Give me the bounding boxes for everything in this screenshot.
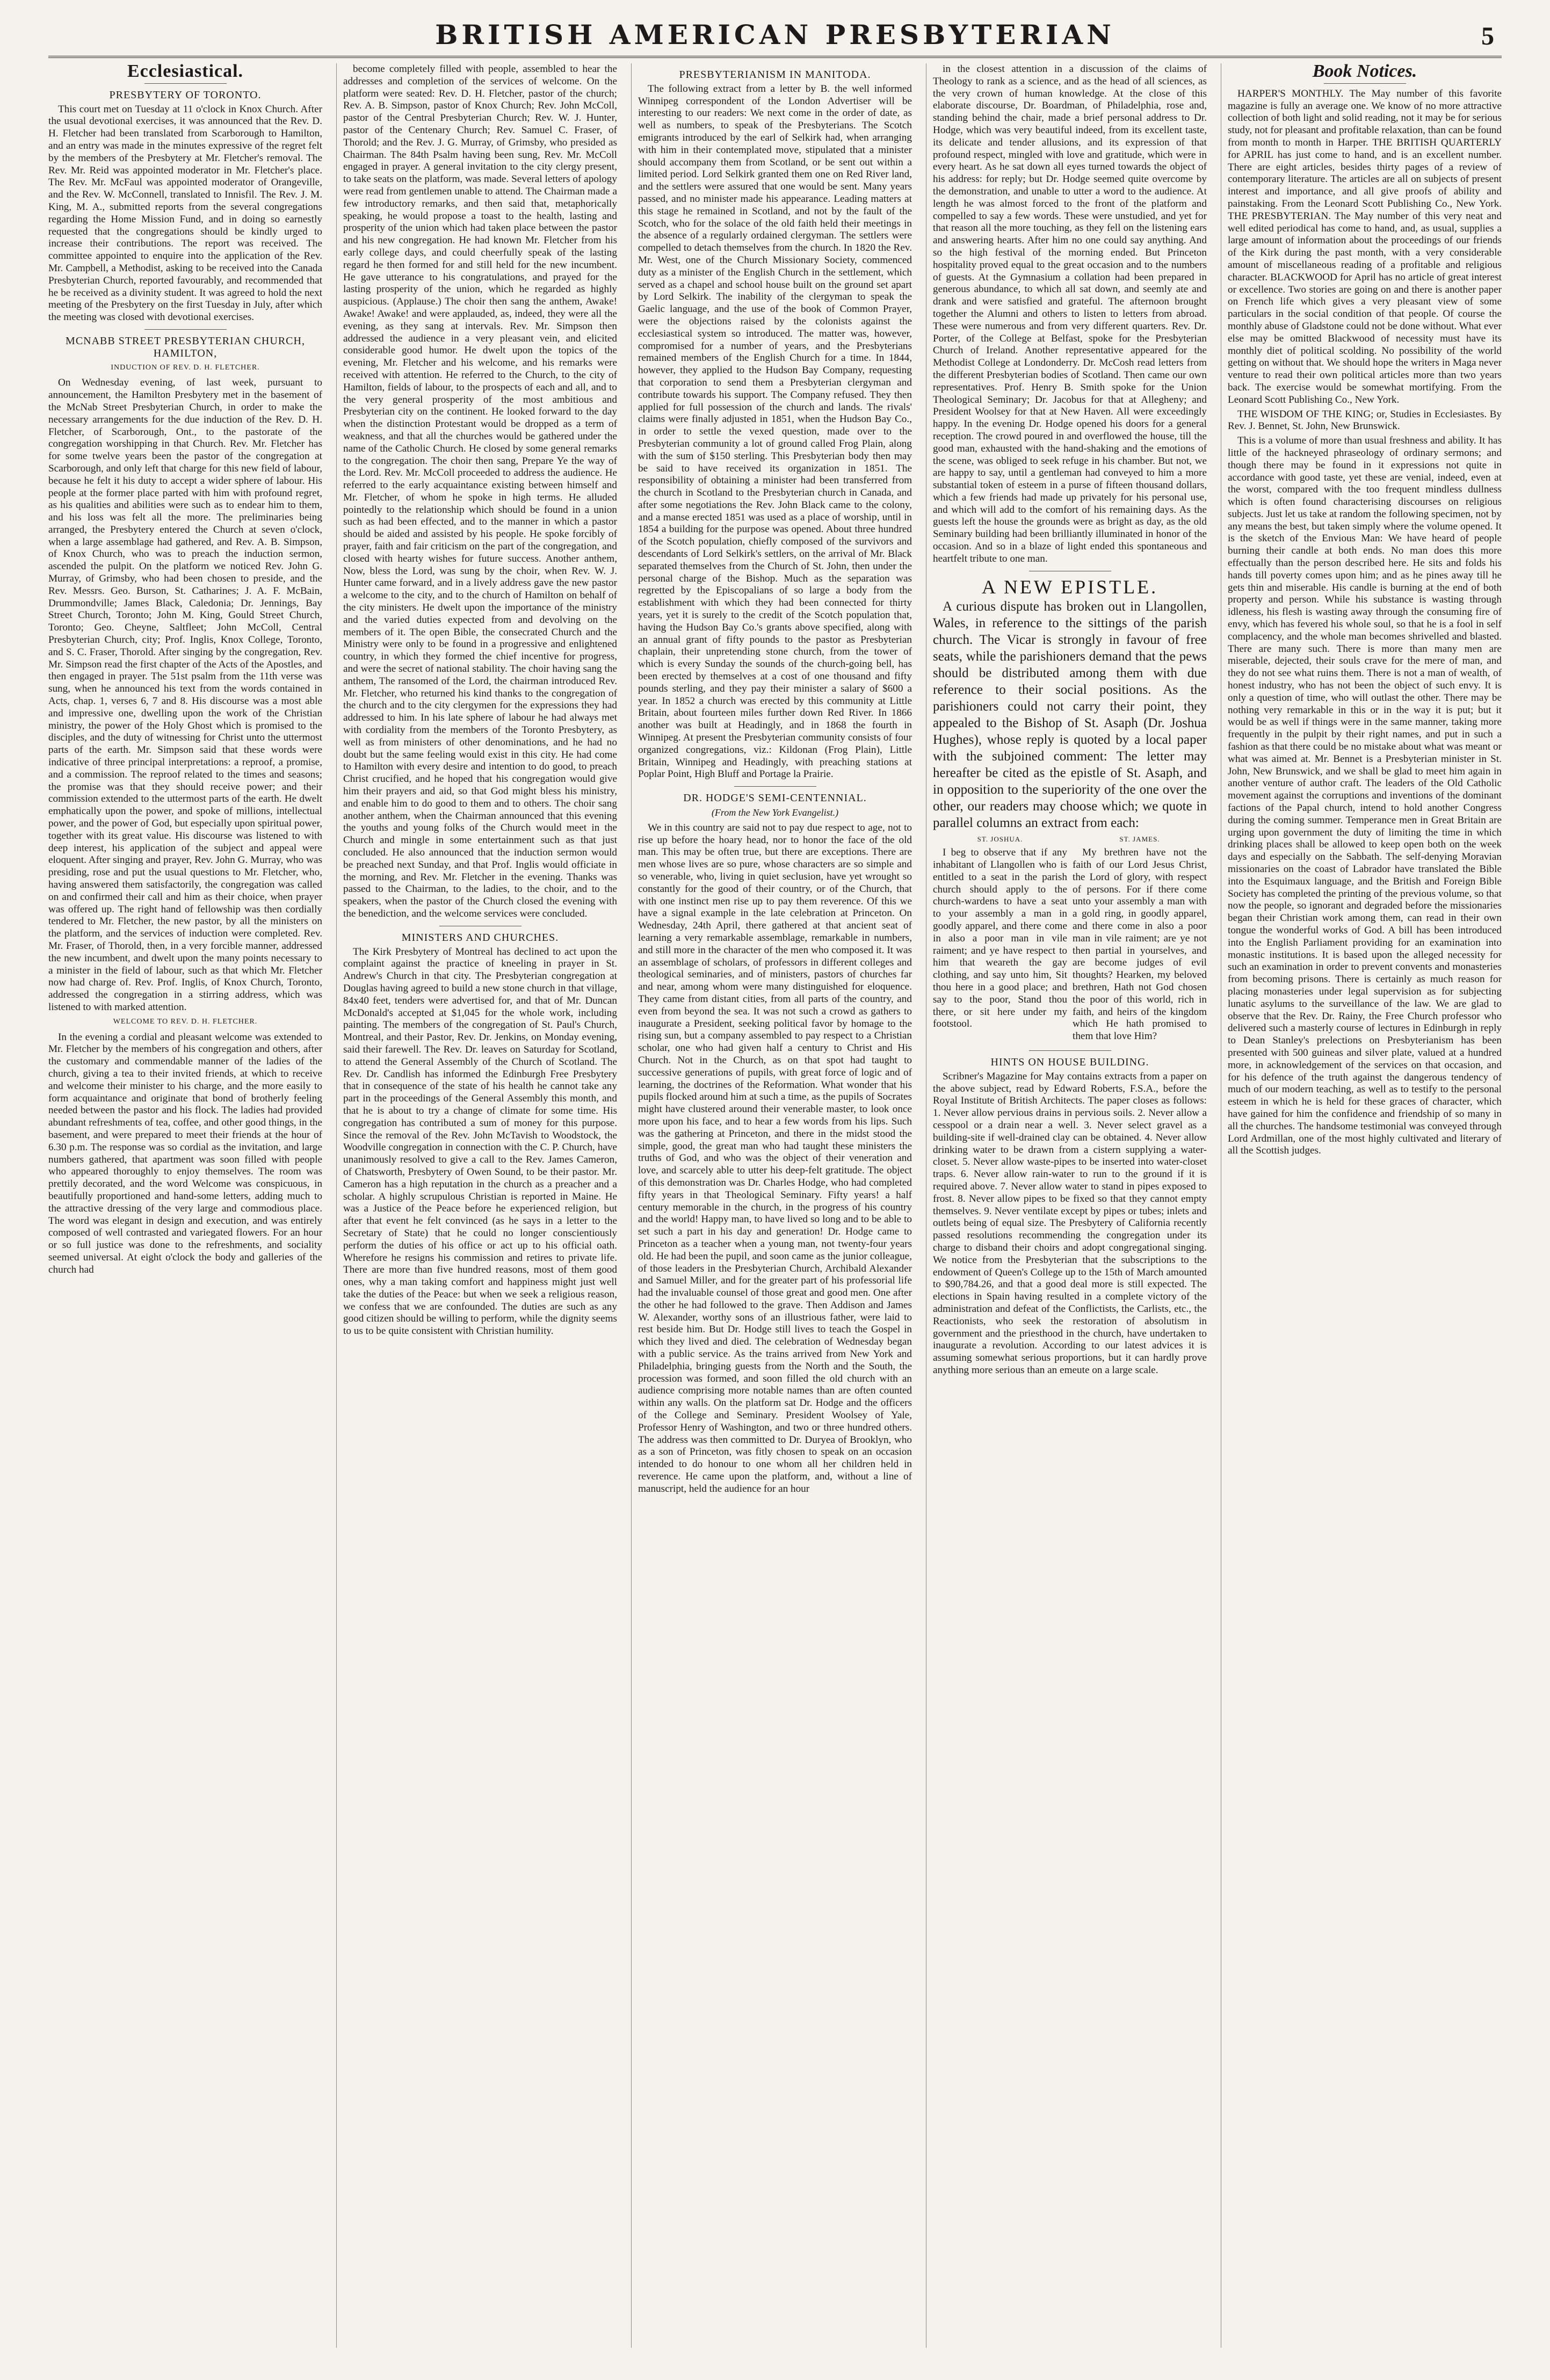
- article-title-hints: HINTS ON HOUSE BUILDING.: [990, 1056, 1149, 1069]
- article-body-epistle: A curious dispute has broken out in Llangollen, Wales, in reference to the sittings of the parish church. The Vicar is strongly in favour of free seats, while the parishioners demand that the pews should be distributed among them with due reference to their social positions. As the parishioners could not carry their point, they appealed to the Bishop of St. Asaph (Dr. Joshua Hughes), whose reply is quoted by a local paper with the subjoined comment: The letter may hereafter be cited as the epistle of St. Asaph, and in opposition to the superiority of the one over the other, our readers may choose which; we quote in parallel columns an extract from each:: [933, 599, 1207, 831]
- article-title-hodge: DR. HODGE'S SEMI-CENTENNIAL.: [683, 792, 867, 804]
- article-title-hamilton: MCNABB STREET PRESBYTERIAN CHURCH, HAMILTON,: [66, 335, 305, 359]
- divider: [734, 786, 816, 787]
- masthead: [48, 18, 1502, 50]
- article-body-hodge: We in this country are said not to pay due respect to age, not to rise up before the hoary head, nor to honor the face of the old man. This may be often true, but there are exceptions. There are men whose lives are so pure, whose characters are so simple and so venerable, who, living in quiet seclusion, have yet wrought so constantly for the good of their country, or of the Church, that with one instinct men rise up to pay them reverence. Of this we have a signal example in the late celebration at Princeton. On Wednesday, 24th April, there gathered at that ancient seat of learning a very remarkable assemblage, remarkable in numbers, and still more in the character of the men who composed it. It was an assemblage of scholars, of professors in different colleges and theological seminaries, and of ministers, pastors of churches far and near, among whom were many distinguished for eloquence. They came from distant cities, from all parts of the country, and even from beyond the sea. It was not such a crowd as gathers to inaugurate a President, seeking political favor by homage to the rising sun, but a company assembled to pay respect to a Christian scholar, one who had given half a century to Christ and His Church. Not in the Church, as on that spot had taught to successive generations of pupils, with great force of logic and of learning, the doctrines of the Reformation. What wonder that his pupils flocked around him at such a time, as the pupils of Socrates might have clustered around their venerable master, to look once more upon his face, and to hear a few words from his lips. Such was the gathering at Princeton, and there in the midst stood the simple, good, the great man who had taught these ministers the truths of God, and who was the object of their veneration and love, and scarcely able to utter his deep-felt gratitude. The object of this demonstration was Dr. Charles Hodge, who had completed fifty years in that Theological Seminary. Fifty years! a half century memorable in the church, in the progress of his country and the world! Happy man, to have lived so long and to be able to set such a part in his day and generation! Dr. Hodge came to Princeton as a teacher when a young man, not twenty-four years old. He had been the pupil, and soon came as the junior colleague, of those leaders in the Presbyterian Church, Archibald Alexander and Samuel Miller, and for the greater part of his professorial life had the invaluable counsel of those great and good men. One after the other he had followed to the grave. Then Addison and James W. Alexander, worthy sons of an illustrious father, were laid to rest beside him. But Dr. Hodge still lives to teach the Gospel in which they lived and died. The celebration of Wednesday began with a public service. As the trains arrived from New York and Philadelphia, bringing guests from the North and the South, the procession was formed, and soon filled the old church with an audience comprising more notable names than are often counted within any walls. On the platform sat Dr. Hodge and the officers of the College and Seminary. President Woolsey of Yale, Professor Henry of Washington, and two or three hundred others. The address was then committed to Dr. Duryea of Brooklyn, who as a son of Princeton, was fitly chosen to speak on an occasion intended to do honour to one whom all her children held in reverence. He came upon the platform, and, without a line of manuscript, held the audience for an hour: [638, 822, 912, 1494]
- article-body-welcome-continued: become completely filled with people, assembled to hear the addresses and completion of the services of welcome. On the platform were seated: Rev. D. H. Fletcher, pastor of the church; Rev. A. B. Simpson, pastor of Knox Church; Rev. John McColl, pastor of the Central Presbyterian Church; Rev. W. J. Hunter, pastor of the Centenary Church; Rev. Samuel C. Fraser, of Thorold; and the Rev. J. G. Murray, of Grimsby, who presided as Chairman. The 84th Psalm having been sung, Rev. Mr. McColl engaged in prayer. A general invitation to the city clergy present, to take seats on the platform, was made. Several letters of apology were read from gentlemen unable to attend. The Chairman made a few introductory remarks, and then said that, metaphorically speaking, he would propose a toast to the health, lasting and prosperity of the union which had taken place between the pastor and his new congregation. He had known Mr. Fletcher from his early college days, and could cheerfully speak of the lasting regard he then formed for and still held for the new incumbent. He gave utterance to his congratulations, and prayed for the lasting prosperity of the union, which he regarded as highly auspicious. (Applause.) The choir then sang the anthem, Awake! Awake! Awake! and were applauded, as, indeed, they were all the evening, as they sang at intervals. Rev. Mr. Simpson then addressed the audience in a very pleasant vein, and elicited considerable good humor. He dwelt upon the topics of the evening, Mr. Fletcher and his welcome, and his remarks were received with attention. He referred to the Church, to the city of Hamilton, fields of labour, to the prospects of each and all, and to the very general prosperity of the most ambitious and Presbyterian city on the continent. He looked forward to the day when the distinction Protestant would be dropped as a term of weakness, and that all the churches would be gathered under the name of the Catholic Church. He closed by some general remarks to the congregation. The choir then sang, Prepare Ye the way of the Lord. Rev. Mr. McColl proceeded to address the audience. He referred to the early acquaintance existing between himself and Mr. Fletcher, of whom he spoke in high terms. He alluded pointedly to the relationship which should be found in a union such as had been effected, and to the manner in which a pastor should be aided and assisted by his people. He spoke forcibly of prayer, faith and fair criticism on the part of the congregation, and closed with hearty wishes for future success. Another anthem, Now, bless the Lord, was sung by the choir, when Rev. W. J. Hunter came forward, and in a lively address gave the new pastor a welcome to the city, and to the church of Hamilton on behalf of the city ministers. He dwelt upon the importance of the ministry and the varied duties expected from and devolving on the members of it. The open Bible, the consecrated Church and the Ministry were only to be found in a progressive and enlightened country, in which they formed the chief incentive for progress, and were the secret of national stability. The choir having sang the anthem, The ransomed of the Lord, the chairman introduced Rev. Mr. Fletcher, who returned his kind thanks to the congregation of the church and to the city clergymen for the expressions they had addressed to him. In his late sphere of labour he had always met with cordiality from the members of the Toronto Presbytery, as well as from ministers of other denominations, and he had no doubt but the same feeling would exist in this city. He had come to Hamilton with every desire and intention to do good, to preach Christ crucified, and he hoped that his congregation would give him their prayers and aid, so that God might bless his ministry, and enable him to do good to them and to others. The choir sang another anthem, when the Chairman announced that this evening the youths and young folks of the Church would meet in the Church and mingle in some entertainment such as that just concluded. He also announced that the induction sermon would be preached next Sunday, and that Prof. Inglis would officiate in the morning, and Rev. Mr. Fletcher in the evening. Thanks was passed to the Chairman, to the ladies, to the choir, and to the speakers, when the pastor of the Church closed the evening with the benediction, and the welcome services were concluded.: [343, 63, 617, 919]
- parallel-left-body: I beg to observe that if any inhabitant of Llangollen who is entitled to a seat in the parish church should apply to the church-wardens to have a seat to your assembly a man in goodly apparel, and there come in also a poor man in vile raiment; and ye have respect to him that weareth the gay clothing, and say unto him, Sit thou here in a good place; and say to the poor, Stand thou there, or sit here under my footstool.: [933, 847, 1067, 1030]
- parallel-columns: [933, 833, 1207, 1045]
- article-source-hodge: (From the New York Evangelist.): [711, 807, 839, 818]
- article-title-ministers: MINISTERS AND CHURCHES.: [401, 931, 559, 944]
- article-body-ministers: The Kirk Presbytery of Montreal has declined to act upon the complaint against the practice of kneeling in prayer in St. Andrew's Church in that city. The Presbyterian congregation at Douglas having agreed to build a new stone church in that village, 84x40 feet, tenders were advertised for, and that of Mr. Duncan McDonald's accepted at $1,045 for the whole work, including painting. The members of the congregation of St. Paul's Church, Montreal, and their Pastor, Rev. Dr. Jenkins, on Monday evening, said their farewell. The Rev. Dr. leaves on Saturday for Scotland, to attend the General Assembly of the Church of Scotland. The Rev. Dr. Candlish has informed the Edinburgh Free Presbytery that in consequence of the state of his health he cannot take any part in the proceedings of the General Assembly this month, and that he is about to try a change of climate for some time. His congregation has contributed a sum of money for this purpose. Since the removal of the Rev. John McTavish to Woodstock, the Woodville congregation in connection with the C. P. Church, have unanimously resolved to give a call to the Rev. James Cameron, of Chatsworth, Presbytery of Owen Sound, to be their pastor. Mr. Cameron has a high reputation in the church as a preacher and a scholar. A highly scrupulous Christian is reported in Maine. He was a Justice of the Peace before he experienced religion, but after that event he felt convinced (as he says in a letter to the Secretary of State) that he could no longer conscientiously perform the duties of his office or act up to his official oath. Wherefore he resigns his commission and retires to private life. There are more than five hundred reasons, most of them good ones, why a man taking comfort and happiness might just well take the duties of the Peace: but when we seek a religious reason, we confess that we are confounded. The duties are such as any good citizen should be willing to perform, while the dignity seems to us to be quite consistent with Christian humility.: [343, 946, 617, 1337]
- parallel-left-label: ST. JOSHUA.: [977, 835, 1023, 844]
- article-body-toronto: This court met on Tuesday at 11 o'clock in Knox Church. After the usual devotional exercises, it was announced that the Rev. D. H. Fletcher had been translated from Scarborough to Hamilton, and an entry was made in the minutes expressive of the regret felt by the members of the Presbytery at Mr. Fletcher's removal. The Rev. Mr. Reid was appointed moderator in Mr. Fletcher's place. The Rev. Mr. McFaul was appointed moderator of Orangeville, and the Rev. W. McConnell, translated to Innisfil. The Rev. J. M. King, M. A., submitted reports from the several congregations regarding the Home Mission Fund, and in doing so earnestly requested that the congregations should be kindly urged to increase their contributions. The report was received. The committee appointed to enquire into the application of the Rev. Mr. Campbell, a Methodist, asking to be received into the Canada Presbyterian Church, reported favourably, and recommended that he be received as a divinity student. It was agreed to hold the next meeting of the Presbytery on the first Tuesday in July, after which the meeting was closed with devotional exercises.: [48, 103, 322, 323]
- divider: [1029, 1050, 1111, 1051]
- article-title-toronto: PRESBYTERY OF TORONTO.: [109, 89, 262, 101]
- wisdom-review-body: This is a volume of more than usual freshness and ability. It has little of the hackneyed phraseology of ordinary sermons; and though there may be found in it expressions not quite in accordance with good taste, yet these are venial, indeed, even at the worst, compared with the too frequent mindless dullness which is often found characterising discourses on religious subjects. Just let us take at random the following specimen, not by any means the best, but taken simply where the volume opened. It is the sketch of the Envious Man: We have heard of people burning their candle at both ends. No man does this more effectually than the person described here. He sits and folds his hands till poverty comes upon him; and as he pines away till he gets thin and miserable. His candle is burning at the end of both property and person. While his substance is wasting through idleness, his flesh is wasting away through the consuming fire of envy, which has fevered his whole soul, so that he is a fool in self complacency, and the whole man becomes shrivelled and blasted. There are many such. There is more than many men are miserable, dejected, their souls crave for the mere of man, and they do not see what ruins them. There is not a man of wealth, of honest industry, who has not been the object of such envy. It is only a question of time, who will outlast the other. There may be nothing very remarkable in this or in the way it is put; but it would be as well if things were in the same manner, taking more frequently in the pulpit by their right names, and put in such a fashion as that there could be no mistake about what was meant or what was aimed at. Mr. Bennet is a Presbyterian minister in St. John, New Brunswick, and we shall be glad to meet him again in another venture of author craft. The leaders of the Old Catholic movement against the corruptions and inventions of the dominant factions of the Papal church, intend to hold another Congress during the coming summer. Temperance men in Great Britain are urging upon government the duty of limiting the time in which drinking places shall be allowed to keep open both on the week days and especially on the Sabbath. The self-denying Moravian missionaries on the coast of Labrador have translated the Bible into the Esquimaux language, and the British and Foreign Bible Society has completed the printing of the previous volume, so that now the people, so ignorant and degraded before the missionaries began their Christian work among them, can read in their own tongue the wonderful works of God. A bill has been introduced into the English Parliament providing for an examination into monastic institutions. It is based upon the alleged necessity for such an examination in order to prevent convents and monasteries from becoming prisons. There is certainly as much reason for placing monasteries under legal supervision as for subjecting lunatic asylums to the surveillance of the law. We are glad to observe that the Rev. Dr. Rainy, the Free Church professor who delivered such a masterly course of lectures in Edinburgh in reply to Dean Stanley's prelections on Presbyterianism has been presented with 500 guineas and silver plate, valued at a hundred more, in acknowledgement of the services on that occasion, and for his defence of the truth against the dangerous tendency of much of our modern teaching, as well as to testify to the personal esteem in which he is held for these graces of character, which have gained for him the confidence and friendship of so many in all the churches. The handsome testimonial was conveyed through Lord Ardmillan, one of the most highly cultivated and literary of all the Scottish judges.: [1228, 435, 1502, 1157]
- article-title-epistle: A NEW EPISTLE.: [981, 576, 1158, 598]
- article-subtitle-welcome: WELCOME TO REV. D. H. FLETCHER.: [113, 1017, 258, 1026]
- column-3: [631, 63, 912, 2348]
- parallel-left: [933, 833, 1067, 1045]
- section-head-book-notices: Book Notices.: [1312, 63, 1417, 81]
- article-subtitle-induction: INDUCTION OF REV. D. H. FLETCHER.: [111, 363, 260, 372]
- masthead-rule: [48, 56, 1502, 58]
- column-5: [1221, 63, 1502, 2348]
- article-body-hamilton: On Wednesday evening, of last week, pursuant to announcement, the Hamilton Presbytery met in the basement of the McNab Street Presbyterian Church, in order to make the necessary arrangements for the due induction of the Rev. D. H. Fletcher, of Scarborough, Ont., to the pastorate of the congregation worshipping in that Church. Rev. Mr. Fletcher has for some twelve years been the pastor of the congregation at Scarborough, and only left that charge for this new field of labour, because he felt it his duty to accept a wider sphere of labour. His people at the former place parted with him with profound regret, as his qualities and abilities were such as to endear him to them, and his loss was felt all the more. The preliminaries being arranged, the Presbytery entered the Church at seven o'clock, when a large assemblage had gathered, and Rev. A. B. Simpson, of Knox Church, who was to preach the induction sermon, ascended the pulpit. On the platform we noticed Rev. John G. Murray, of Grimsby, who had been chosen to preside, and the Rev. Messrs. Geo. Burson, St. Catharines; J. A. F. McBain, Drummondville; James Black, Caledonia; Dr. Jennings, Bay Street Church, Toronto; John M. King, Gould Street Church, Toronto; Geo. Cheyne, Saltfleet; John McColl, Central Presbyterian Church, city; Prof. Inglis, Knox College, Toronto, and S. C. Fraser, Thorold. After singing by the congregation, Rev. Mr. Simpson read the first chapter of the Acts of the Apostles, and then engaged in prayer. The 51st psalm from the 11th verse was sung, when he announced his text from the words contained in Acts, chap. 1, verses 6, 7 and 8. His discourse was a most able and impressive one, dwelling upon the work of the Christian ministry, the power of the Holy Ghost which is promised to the disciples, and the duty of witnessing for Christ unto the uttermost parts of the earth. Mr. Simpson said that these words were indicative of three principal interpretations: a reproof, a promise, and a commission. The reproof related to the times and seasons; the promise was that they should receive power; and their commission extended to the uttermost parts of the earth. He dwelt emphatically upon the power, and spoke of millions, intellectual power, and the power of God, but especially upon spiritual power, together with its great value. His discourse was listened to with deep interest, his application of the subject and appeal were eloquent. After singing and prayer, Rev. John G. Murray, who was presiding, rose and put the usual questions to Mr. Fletcher, who, having answered them satisfactorily, the congregation was called on and confirmed their call and him as their choice, when prayer was offered up. The right hand of fellowship was then cordially tendered to Mr. Fletcher, the new pastor, by all the ministers on the platform, and the services of induction were completed. Rev. Mr. Fraser, of Thorold, then, in a very forcible manner, addressed the new incumbent, and dwelt upon the many points necessary to a minister in the field of labour, such as that which Mr. Fletcher now had charge of. Rev. Prof. Inglis, of Knox Church, Toronto, addressed the congregation in a stirring address, which was listened to with marked attention.: [48, 377, 322, 1013]
- divider: [144, 329, 227, 330]
- article-body-manitoba: The following extract from a letter by B. the well informed Winnipeg correspondent of the London Advertiser will be interesting to our readers: We next come in the order of date, as well as numbers, to speak of the Presbyterians. The Scotch emigrants introduced by the earl of Selkirk had, when arranging with him in their contemplated move, stipulated that a minister should accompany them from Scotland, or be sent out within a limited period. Lord Selkirk granted them one on Red River land, and the settlers were assured that one would be sent. Many years passed, and no minister made his appearance. Leading matters at this stage he remained in Scotland, and not by the fault of the Scotch, who for the solace of the old faith held their meetings in the absence of a regularly ordained clergyman. The settlers were compelled to detach themselves from the church. In 1820 the Rev. Mr. West, one of the Church Missionary Society, commenced duty as a minister of the English Church in the settlement, which served as a chapel and school house built on the ground set apart by Lord Selkirk. The inability of the clergyman to speak the Gaelic language, and the use of the book of Common Prayer, were the objections raised by the colonists against the ecclesiastical system so introduced. The matter was, however, compromised for a number of years, and the Presbyterians remained members of the English Church for a time. In 1844, however, they applied to the Hudson Bay Company, requesting that corporation to send them a Presbyterian clergyman and contribute towards his support. The Company refused. They then applied for full possession of the church and lands. The rivals' claims were finally adjusted in 1851, when the Hudson Bay Co., in order to settle the vexed question, made over to the Presbyterian community a lot of ground called Frog Plain, along with the sum of $150 sterling. This Presbyterian body then may be said to have received its organization in 1851. The responsibility of obtaining a minister had been transferred from the church in Scotland to the Presbyterian church in Canada, and after some negotiations the Rev. John Black came to the colony, and a manse erected 1851 was used as a place of worship, until in 1854 a building for the purpose was opened. About three hundred of the Scotch population, chiefly composed of the survivors and descendants of Lord Selkirk's settlers, on the arrival of Mr. Black separated themselves from the Church of St. John, then under the personal charge of the Bishop. Much as the separation was regretted by the Episcopalians of so large a body from the establishment with which they had been connected for thirty years, yet it is surely to the credit of the Scotch population that, having the Hudson Bay Co.'s grants above specified, along with an annual grant of fifty pounds to the pastor as Presbyterian chaplain, their unpretending stone church, from the tower of which is every Sunday the sounds of the church-going bell, has been erected by themselves at a cost of one thousand and fifty pounds sterling, and they pay their minister a salary of $600 a year. In 1852 a church was erected by this community at Little Britain, about fourteen miles further down Red River. In 1866 another was built at Headingly, and in 1868 the fourth in Winnipeg. At present the Presbyterian community consists of four organized congregations, viz.: Kildonan (Frog Plain), Little Britain, Winnipeg and Headingly, with preaching stations at Poplar Point, High Bluff and Portage la Prairie.: [638, 83, 912, 780]
- parallel-right: [1073, 833, 1207, 1045]
- parallel-right-body: My brethren have not the faith of our Lord Jesus Christ, the Lord of glory, with respect of persons. For if there come unto your assembly a man with a gold ring, in goodly apparel, and there come in also a poor man in vile raiment; are ye not then partial in yourselves, and are become judges of evil thoughts? Hearken, my beloved brethren, Hath not God chosen the poor of this world, rich in faith, and heirs of the kingdom which He hath promised to them that love Him?: [1073, 847, 1207, 1042]
- article-body-hints: Scribner's Magazine for May contains extracts from a paper on the above subject, read by Edward Roberts, F.S.A., before the Royal Institute of British Architects. The paper closes as follows: 1. Never allow pervious drains in pervious soils. 2. Never allow a cesspool or a drain near a well. 3. Never select gravel as a building-site if well-drained clay can be obtained. 4. Never allow drinking water to be drawn from a cistern supplying a water-closet. 5. Never allow waste-pipes to be inserted into water-closet traps. 6. Never allow rain-water to run to the ground if it is required above. 7. Never allow water to stand in pipes exposed to frost. 8. Never allow pipes to be fixed so that they cannot empty themselves. 9. Never ventilate except by pipes or tubes; inlets and outlets being of equal size. The Presbytery of California recently passed resolutions recommending the congregation under its charge to disband their choirs and adopt congregational singing. We notice from the Presbyterian that the subscriptions to the endowment of Queen's College up to the 15th of March amounted to $90,784.26, and that a good deal more is still expected. The elections in Spain having resulted in a complete victory of the administration and defeat of the Conflictists, the Carlists, etc., the Reactionists, who seek the restoration of absolutism in government and the priesthood in the church, have undertaken to inaugurate a revolution. According to our latest advices it is assuming somewhat serious proportions, but it can hardly prove anything more serious than an emeute on a large scale.: [933, 1070, 1207, 1376]
- wisdom-title: THE WISDOM OF THE KING; or, Studies in Ecclesiastes. By Rev. J. Bennet, St. John, New Brunswick.: [1228, 408, 1502, 432]
- divider: [1324, 83, 1406, 84]
- article-title-manitoba: PRESBYTERIANISM IN MANITODA.: [679, 69, 871, 81]
- divider: [144, 83, 227, 84]
- parallel-right-label: ST. JAMES.: [1119, 835, 1160, 844]
- book-notices-body: HARPER'S MONTHLY. The May number of this favorite magazine is fully an average one. We know of no more attractive collection of both light and solid reading, not it may be for serious study, not for pleasant and profitable relaxation, than can be found from month to month in Harper. THE BRITISH QUARTERLY for APRIL has just come to hand, and is an excellent number. There are eight articles, besides thirty pages of a review of contemporary literature. The articles are all on subjects of present interest and importance, and all give proofs of ability and painstaking. From the Leonard Scott Publishing Co., New York. THE PRESBYTERIAN. The May number of this very neat and well edited periodical has come to hand, and, as usual, supplies a large amount of information about the proceedings of our friends of the Kirk during the past month, with a very considerable amount of miscellaneous reading of a profitable and religious character. BLACKWOOD for April has no article of great interest or excellence. Two stories are going on and there is another paper on French life which gives a very pleasant view of some particulars in the social condition of that people. Of course the monthly abuse of Gladstone could not be done without. What ever else may be omitted Blackwood of necessity must have its monthly diet of political scolding. No possibility of the world getting on without that. We should hope the writers in Maga never venture to read their own political articles more than two years back. The exercise would be somewhat mortifying. From the Leonard Scott Publishing Co., New York.: [1228, 88, 1502, 405]
- article-body-welcome: In the evening a cordial and pleasant welcome was extended to Mr. Fletcher by the members of his congregation and others, after the customary and commendable manner of the ladies of the church, giving a tea to their invited friends, at which to receive and welcome their minister to his charge, and the more easily to form acquaintance and originate that bond of brotherly feeling needed between the pastor and his flock. The ladies had provided abundant refreshments of tea, coffee, and other good things, in the basement, and were prepared to meet their friends at the hour of 6.30 p.m. The response was so cordial as the invitation, and large numbers gathered, that apartment was soon filled with people who appeared thoroughly to enjoy themselves. The room was prettily decorated, and the word Welcome was conspicuous, in beautifully proportioned and hand-some letters, adding much to the attractive dressing of the very large and commodious place. The word was elegant in design and execution, and was entirely composed of well contrasted and variegated flowers. For an hour or so full justice was done to the refreshments, and sociality seemed universal. At eight o'clock the body and galleries of the church had: [48, 1031, 322, 1275]
- column-2: [336, 63, 617, 2348]
- section-head-ecclesiastical: Ecclesiastical.: [127, 63, 244, 81]
- masthead-title: BRITISH AMERICAN PRESBYTERIAN: [435, 18, 1115, 50]
- column-1: [48, 63, 322, 2348]
- columns: [48, 63, 1502, 2348]
- article-body-hodge-continued: in the closest attention in a discussion of the claims of Theology to rank as a science, and as the head of all sciences, as the very crown of human knowledge. At the close of this elaborate discourse, Dr. Boardman, of Philadelphia, rose and, standing behind the chair, made a brief personal address to Dr. Hodge, which was very beautiful indeed, from its excellent taste, its delicate and tender allusions, and its expression of that profound respect, mingled with love and gratitude, which were in every heart. As he sat down all eyes turned towards the object of his address: for reply; but Dr. Hodge seemed quite overcome by the demonstration, and unable to utter a word to the audience. At length he was almost forced to the front of the platform and compelled to say a few words. These were unstudied, and yet for that reason all the more touching, as they fell on the listening ears and answering hearts. After him no one could say anything. And so the high festival of the morning ended. But Princeton hospitality proved equal to the great occasion and to the numbers of guests. At the Gymnasium a collation had been prepared in generous abundance, to which all sat down, and seemly ate and drank and were satisfied and grateful. The afternoon brought together the Alumni and others to listen to letters from abroad. These were numerous and from very different quarters. Rev. Dr. Porter, of the College at Belfast, spoke for the Presbyterian Church of Ireland. Another representative appeared for the Methodist College at Londonderry. Dr. McCosh read letters from the different Presbyterian bodies of Scotland. Then came our own representatives. Prof. Henry B. Smith spoke for the Union Theological Seminary; Dr. Jacobus for that at Allegheny; and President Woolsey for that at New Haven. All were exceedingly happy. In the evening Dr. Hodge opened his doors for a general reception. The crowd poured in and overflowed the house, till the good man, exhausted with the hand-shaking and the emotions of the scene, was obliged to seek refuge in his chamber. But not, we are happy to say, until a gentleman had conveyed to him a more substantial token of esteem in a purse of fifteen thousand dollars, which a few friends had made up privately for his personal use, and which will add to the comfort of his remaining days. As the guests left the house the grounds were as bright as day, as the old Seminary building had been brilliantly illuminated in honor of the occasion. And so in a blaze of light ended this spontaneous and heartfelt tribute to one man.: [933, 63, 1207, 564]
- column-4: [926, 63, 1207, 2348]
- page-number: 5: [1481, 22, 1494, 50]
